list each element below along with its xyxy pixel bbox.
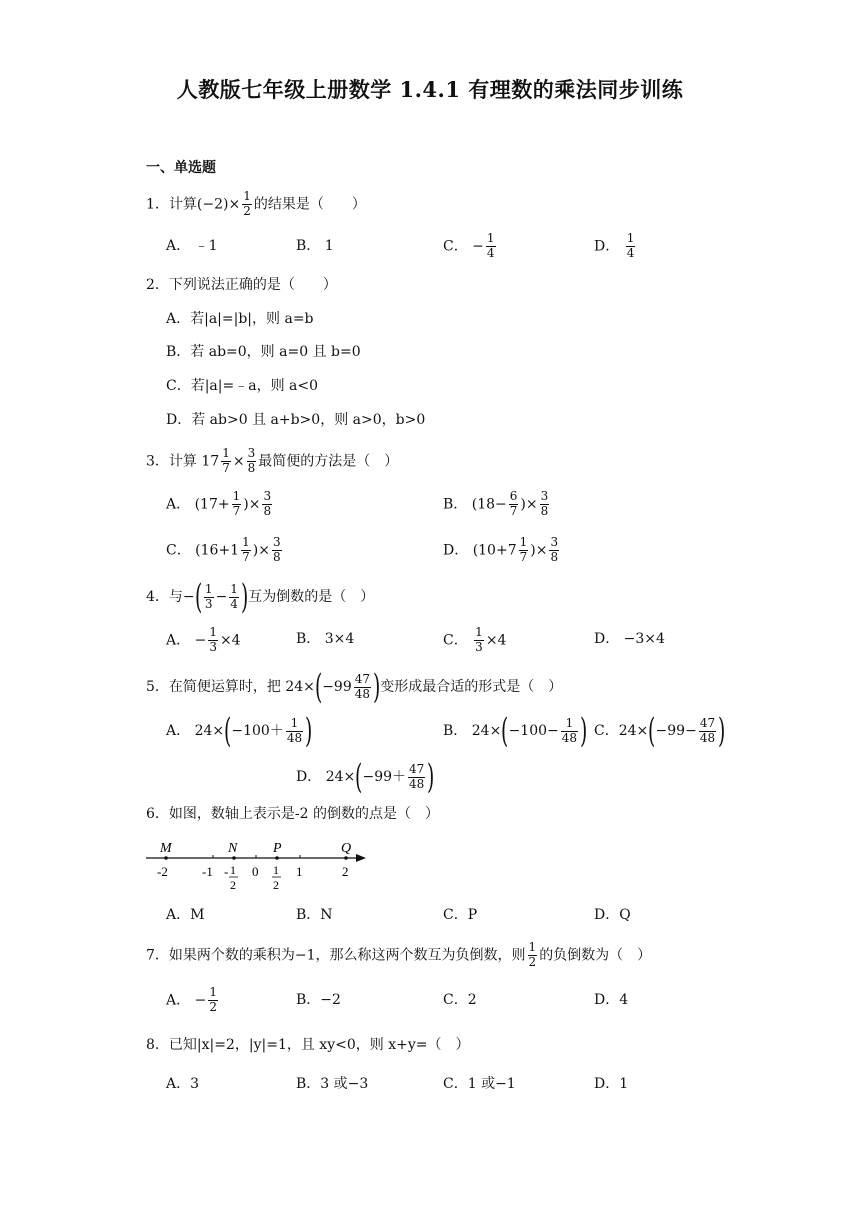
question-5: 5．在简便运算时，把 24×(−99 $\frac{47}{48}$ )变形成最合适的形式是（ ） [146, 667, 563, 707]
question-text: 变形成最合适的形式是（ ） [380, 679, 563, 695]
option-c[interactable]: C．1 或−1 [443, 1076, 516, 1092]
question-text: 计算 17 [168, 453, 220, 470]
tick-label: 1 [296, 864, 303, 879]
option-d[interactable]: D．Q [594, 907, 631, 923]
option-b[interactable]: B． 24×(−100− $\frac{1}{48}$ ) [443, 711, 588, 751]
point-p-dot [275, 856, 279, 860]
option-a[interactable]: A．若|a|=|b|，则 a=b [166, 311, 314, 327]
option-b[interactable]: B．N [296, 907, 333, 923]
question-1 [146, 190, 366, 219]
option-a[interactable]: A． − $\frac{1}{3}$ ×4 [166, 625, 241, 654]
point-n-dot [232, 856, 236, 860]
option-b[interactable]: B．若 ab=0，则 a=0 且 b=0 [166, 344, 361, 360]
tick-label: 2 [342, 864, 349, 879]
option-c[interactable]: C．2 [443, 992, 477, 1008]
question-text: 最简便的方法是（ ） [258, 453, 399, 470]
number-line-arrow-icon [356, 854, 366, 862]
option-d[interactable]: D． 24×(−99＋ $\frac{47}{48}$ ) [296, 757, 435, 797]
option-a[interactable]: A．3 [166, 1076, 200, 1092]
tick-label-den: 2 [273, 878, 279, 892]
fraction: $\frac{1}{4}$ [626, 231, 635, 260]
question-text: 7．如果两个数的乘积为−1，那么称这两个数互为负倒数，则 [146, 947, 526, 964]
question-text: 与− [168, 589, 195, 605]
option-b[interactable]: B． 1 [296, 238, 334, 254]
question-text: 的负倒数为（ ） [539, 947, 652, 964]
question-3: 3．计算 17 $\frac{1}{7}$ × $\frac{3}{8}$ 最简便的方法是（ ） [146, 446, 399, 475]
question-6: 6．如图，数轴上表示是-2 的倒数的点是（ ） [146, 806, 439, 822]
question-text: 计算 [168, 196, 197, 213]
option-a[interactable]: A． (17+ $\frac{1}{7}$ )× $\frac{3}{8}$ [166, 489, 272, 518]
option-a[interactable]: A． − $\frac{1}{2}$ [166, 985, 217, 1014]
tick-label-num: 1 [273, 863, 279, 877]
question-8: 8．已知|x|=2，|y|=1，且 xy<0，则 x+y=（ ） [146, 1037, 470, 1053]
option-a[interactable]: A． ﹣1 [166, 238, 218, 254]
tick-label-sign: - [224, 864, 229, 879]
option-a[interactable]: A．M [166, 907, 205, 923]
tick-label: 0 [252, 864, 259, 879]
option-d[interactable]: D． $\frac{1}{4}$ [594, 231, 635, 260]
question-text: 在简便运算时，把 24× [168, 679, 315, 695]
option-b[interactable]: B． (18− $\frac{6}{7}$ )× $\frac{3}{8}$ [443, 489, 549, 518]
section-heading: 一、单选题 [146, 160, 216, 176]
question-number: 1． [146, 196, 169, 213]
question-number: 4． [146, 589, 169, 605]
option-d[interactable]: D．若 ab>0 且 a+b>0，则 a>0，b>0 [166, 412, 426, 428]
fraction: $\frac{1}{7}$ [222, 446, 230, 475]
point-label-m: M [160, 841, 172, 856]
tick-label-den: 2 [230, 878, 236, 892]
question-7: 7．如果两个数的乘积为−1，那么称这两个数互为负倒数，则 $\frac{1}{2}$ 的负倒数为（ ） [146, 940, 652, 969]
fraction: $\frac{1}{4}$ [486, 231, 495, 260]
question-4: 4．与−( $\frac{1}{3}$ − $\frac{1}{4}$ )互为倒数的是（ ） [146, 577, 375, 617]
option-c[interactable]: C．P [443, 907, 478, 923]
tick-label-num: 1 [230, 863, 236, 877]
question-text: 互为倒数的是（ ） [248, 589, 375, 605]
option-d[interactable]: D． (10+7 $\frac{1}{7}$ )× $\frac{3}{8}$ [443, 535, 559, 564]
option-d[interactable]: D．4 [594, 992, 629, 1008]
question-number: 5． [146, 679, 169, 695]
fraction: $\frac{1}{2}$ [243, 189, 251, 218]
option-a[interactable]: A． 24×(−100＋ $\frac{1}{48}$ ) [166, 711, 313, 751]
question-text: 的结果是（ ） [253, 196, 366, 213]
question-2: 2．下列说法正确的是（ ） [146, 277, 337, 293]
option-b[interactable]: B． 3×4 [296, 631, 355, 647]
point-label-q: Q [341, 841, 352, 856]
option-c[interactable]: C．若|a|=﹣a，则 a<0 [166, 378, 319, 394]
page-title: 人教版七年级上册数学 1.4.1 有理数的乘法同步训练 [176, 77, 684, 102]
tick-label: -2 [157, 864, 168, 879]
option-c[interactable]: C． − $\frac{1}{4}$ [443, 231, 495, 260]
tick-label: -1 [202, 864, 213, 879]
point-label-n: N [228, 841, 238, 856]
fraction: $\frac{3}{8}$ [247, 446, 256, 475]
option-d[interactable]: D．1 [594, 1076, 629, 1092]
point-q-dot [344, 856, 348, 860]
point-label-p: P [273, 841, 282, 856]
question-number: 3． [146, 453, 169, 470]
option-c[interactable]: C． $\frac{1}{3}$ ×4 [443, 625, 507, 654]
math-expression: (−2)× [196, 196, 241, 213]
option-b[interactable]: B．3 或−3 [296, 1076, 369, 1092]
option-c[interactable]: C．24×(−99− $\frac{47}{48}$ ) [594, 711, 726, 751]
option-c[interactable]: C． (16+1 $\frac{1}{7}$ )× $\frac{3}{8}$ [166, 535, 281, 564]
option-d[interactable]: D． −3×4 [594, 631, 665, 647]
point-m-dot [164, 856, 168, 860]
option-b[interactable]: B．−2 [296, 992, 341, 1008]
number-line-figure [146, 838, 376, 900]
